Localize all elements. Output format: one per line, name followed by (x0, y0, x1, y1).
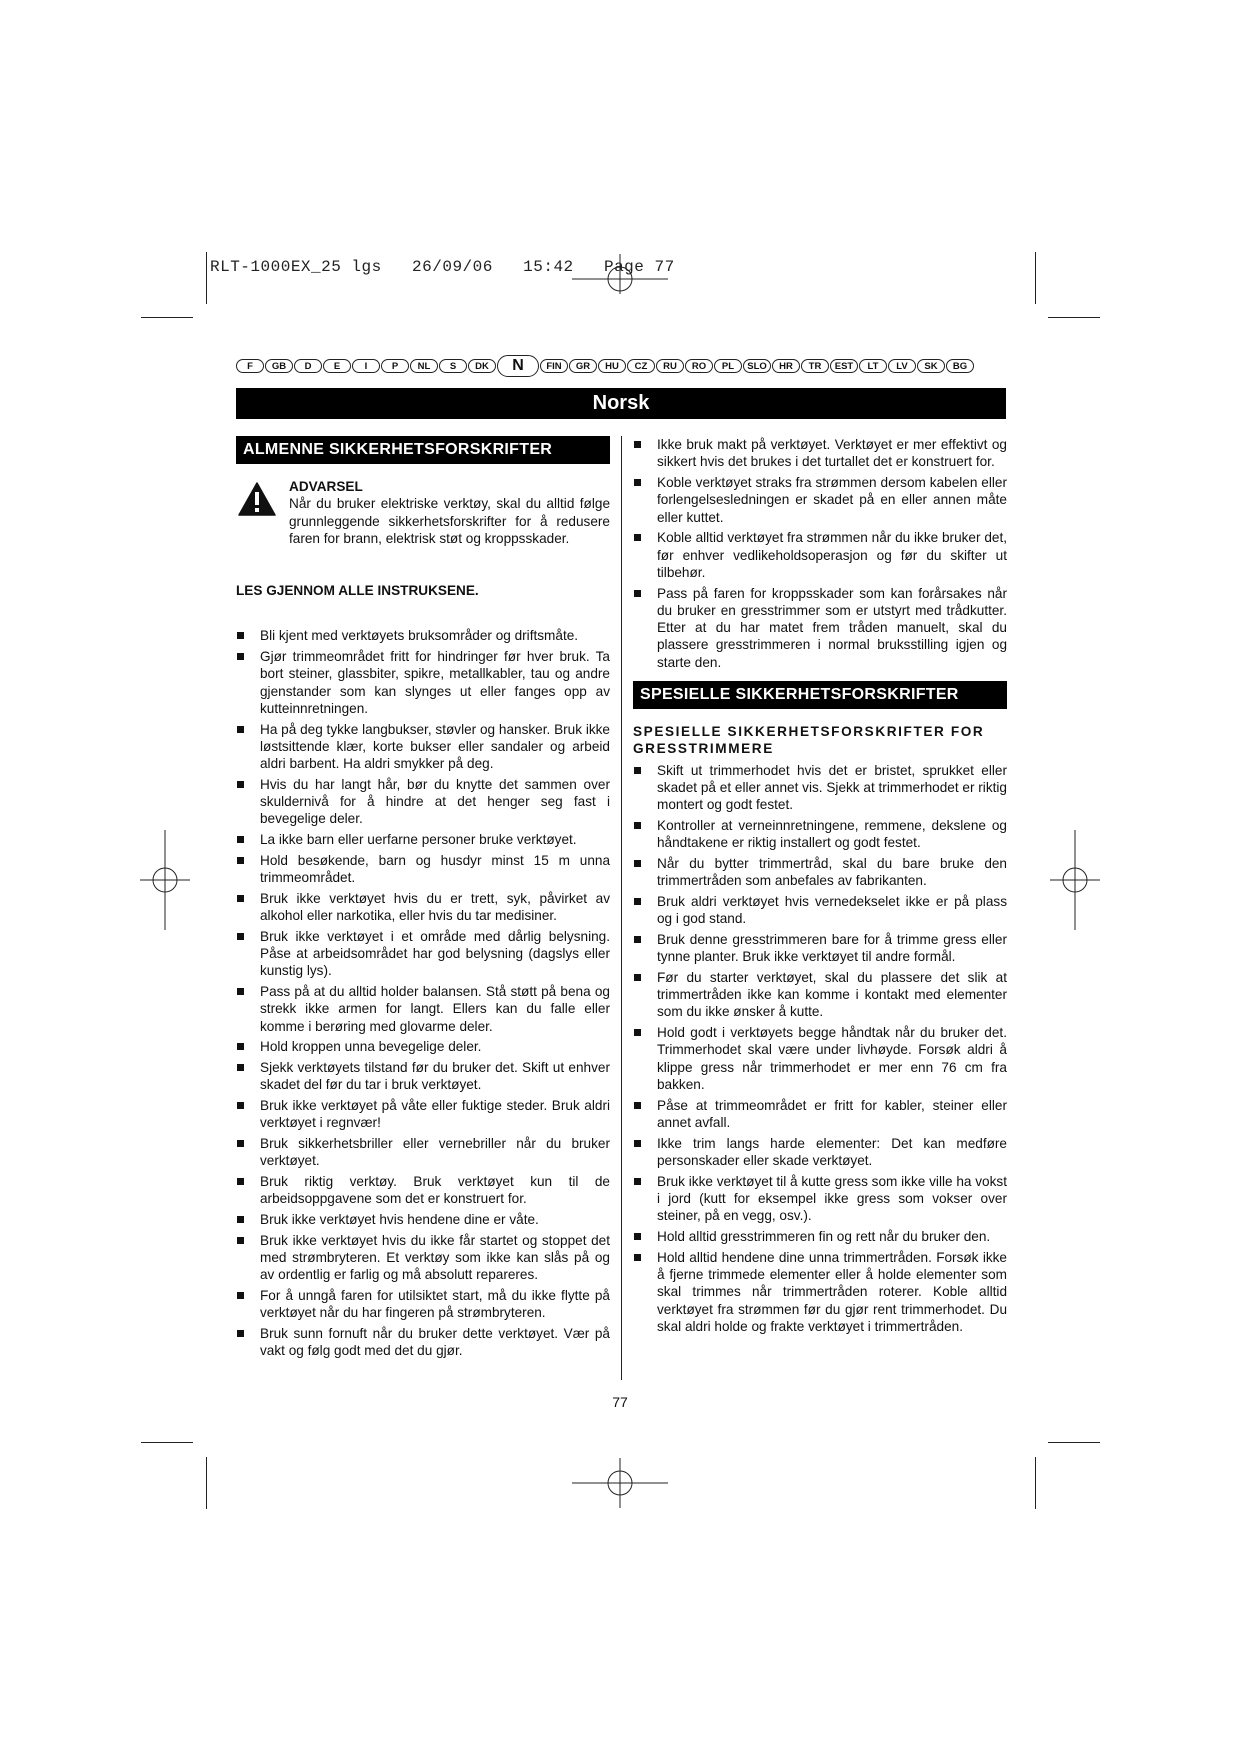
list-item (633, 529, 1007, 581)
language-tab-slo[interactable]: SLO (743, 359, 771, 373)
bullet-square-icon (237, 1237, 244, 1244)
crop-mark-bl-v (206, 1457, 207, 1509)
left-column (236, 436, 610, 1363)
list-item-text: Bruk sikkerhetsbriller eller vernebriller når du bruker verktøyet. (260, 1136, 610, 1169)
trimmer-rules-list (633, 762, 1007, 1336)
list-item-text: Når du bytter trimmertråd, skal du bare bruke den trimmertråden som anbefales av fabrikanten. (657, 855, 1007, 889)
list-item (236, 852, 610, 887)
list-item-text: Sjekk verktøyets tilstand før du bruker det. Skift ut enhver skadet del før du tar i bruk verktøyet. (260, 1060, 610, 1093)
language-tab-pl[interactable]: PL (714, 359, 742, 373)
list-item (633, 1173, 1007, 1225)
crop-mark-br-h (1048, 1442, 1100, 1443)
list-item-text: Bruk ikke verktøyet hvis du er trett, syk, påvirket av alkohol eller narkotika, eller hvis du tar medisiner. (260, 890, 610, 924)
bullet-square-icon (634, 1102, 641, 1109)
list-item (633, 931, 1007, 966)
list-item (236, 776, 610, 828)
bullet-square-icon (237, 1043, 244, 1050)
bullet-square-icon (237, 933, 244, 940)
bullet-square-icon (237, 1178, 244, 1185)
language-tab-i[interactable]: I (352, 359, 380, 373)
bullet-square-icon (634, 898, 641, 905)
list-item (236, 1059, 610, 1094)
list-item-text: Bruk denne gresstrimmeren bare for å trimme gress eller tynne planter. Bruk ikke verktøyet til andre formål. (657, 931, 1007, 965)
crop-mark-bl-h (141, 1442, 193, 1443)
warning-block (236, 478, 610, 568)
list-item (236, 1038, 610, 1055)
language-tab-nl[interactable]: NL (410, 359, 438, 373)
list-item-text: Bruk ikke verktøyet hvis hendene dine er våte. (260, 1211, 539, 1227)
crop-mark-tr-v (1035, 252, 1036, 304)
language-tab-lv[interactable]: LV (888, 359, 916, 373)
language-tab-sk[interactable]: SK (917, 359, 945, 373)
list-item-text: Ikke bruk makt på verktøyet. Verktøyet er mer effektivt og sikkert hvis det brukes i det turtallet det er konstruert for. (657, 437, 1007, 470)
language-tab-e[interactable]: E (323, 359, 351, 373)
list-item (236, 928, 610, 980)
list-item (236, 1173, 610, 1208)
list-item-text: Bruk ikke verktøyet i et område med dårlig belysning. Påse at arbeidsområdet har god belysning (dagslys eller kunstig lys). (260, 928, 610, 979)
language-tab-n[interactable]: N (497, 355, 539, 377)
language-tab-ru[interactable]: RU (656, 359, 684, 373)
bullet-square-icon (634, 441, 641, 448)
bullet-square-icon (237, 895, 244, 902)
list-item (633, 1135, 1007, 1170)
list-item-text: Bruk ikke verktøyet på våte eller fuktige steder. Bruk aldri verktøyet i regnvær! (260, 1098, 610, 1131)
list-item (236, 1211, 610, 1228)
bullet-square-icon (237, 781, 244, 788)
bullet-square-icon (237, 836, 244, 843)
bullet-square-icon (634, 1029, 641, 1036)
list-item (236, 1097, 610, 1132)
section-heading-special: SPESIELLE SIKKERHETSFORSKRIFTER (633, 681, 1007, 709)
bullet-square-icon (634, 1140, 641, 1147)
list-item-text: Hvis du har langt hår, bør du knytte det sammen over skuldernivå for å hindre at det henger seg fast i bevegelige deler. (260, 776, 610, 827)
list-item-text: Hold besøkende, barn og husdyr minst 15 m unna trimmeområdet. (260, 852, 610, 886)
list-item-text: Gjør trimmeområdet fritt for hindringer før hver bruk. Ta bort steiner, glassbiter, spikre, metallkabler, tau og andre gjenstander som kan slynges ut eller fanges opp av kutteinnretningen. (260, 648, 610, 716)
bullet-square-icon (634, 1233, 641, 1240)
language-tab-cz[interactable]: CZ (627, 359, 655, 373)
list-item-text: Påse at trimmeområdet er fritt for kabler, steiner eller annet avfall. (657, 1097, 1007, 1130)
page-number: 77 (612, 1394, 628, 1410)
bullet-square-icon (237, 1292, 244, 1299)
bullet-square-icon (634, 936, 641, 943)
warning-title: ADVARSEL (289, 479, 363, 494)
list-item-text: Bruk ikke verktøyet til å kutte gress som ikke ville ha vokst i jord (kutt for eksempel ikke gress som vokser over steiner, på en vegg, osv.). (657, 1173, 1007, 1224)
list-item (633, 762, 1007, 814)
section-heading-general: ALMENNE SIKKERHETSFORSKRIFTER (236, 436, 610, 464)
list-item-text: Ha på deg tykke langbukser, støvler og hansker. Bruk ikke løstsittende klær, korte bukser eller sandaler og arbeid aldri barbent. Ha aldri smykker på deg. (260, 721, 610, 772)
print-slug: RLT-1000EX_25 lgs 26/09/06 15:42 Page 77 (210, 258, 675, 276)
language-tab-est[interactable]: EST (830, 359, 858, 373)
bullet-square-icon (634, 822, 641, 829)
bullet-square-icon (237, 726, 244, 733)
list-item (236, 1232, 610, 1284)
warning-triangle-icon (238, 482, 276, 516)
crop-mark-tr-h (1048, 317, 1100, 318)
bullet-square-icon (237, 1140, 244, 1147)
bullet-square-icon (237, 1216, 244, 1223)
language-tab-bg[interactable]: BG (946, 359, 974, 373)
crop-mark-tl-v (206, 252, 207, 304)
list-item (236, 831, 610, 848)
general-rules-list (236, 627, 610, 1359)
list-item (633, 436, 1007, 471)
registration-mark-left-icon (140, 830, 190, 930)
list-item-text: Hold kroppen unna bevegelige deler. (260, 1039, 482, 1055)
list-item (236, 983, 610, 1035)
list-item-text: Bruk sunn fornuft når du bruker dette verktøyet. Vær på vakt og følg godt med det du gjør. (260, 1325, 610, 1359)
column-divider (621, 436, 622, 1380)
registration-mark-right-icon (1050, 830, 1100, 930)
bullet-square-icon (634, 1178, 641, 1185)
language-tab-hr[interactable]: HR (772, 359, 800, 373)
list-item-text: Bruk aldri verktøyet hvis vernedekselet ikke er på plass og i god stand. (657, 893, 1007, 927)
language-tab-s[interactable]: S (439, 359, 467, 373)
language-tab-ro[interactable]: RO (685, 359, 713, 373)
list-item (633, 969, 1007, 1021)
list-item (236, 1325, 610, 1360)
list-item-text: Hold alltid hendene dine unna trimmertråden. Forsøk ikke å fjerne trimmede elementer eller å holde elementer som skal trimmes når trimmertråden roterer. Koble alltid verktøyet fra strømmen før du gjør rent trimmerhodet. Du skal aldri holde og frakte verktøyet i trimmertråden. (657, 1249, 1007, 1334)
list-item (633, 893, 1007, 928)
list-item (236, 627, 610, 644)
language-tab-lt[interactable]: LT (859, 359, 887, 373)
list-item-text: Pass på faren for kroppsskader som kan forårsakes når du bruker en gresstrimmer som er utstyrt med trådkutter. Etter at du har matet frem tråden manuelt, skal du plassere gresstrimmeren i normal bruksstilling igjen og starte den. (657, 585, 1007, 670)
crop-mark-br-v (1035, 1457, 1036, 1509)
list-item (633, 1097, 1007, 1132)
bullet-square-icon (237, 988, 244, 995)
list-item (633, 1249, 1007, 1335)
list-item (236, 1135, 610, 1170)
registration-mark-bottom-icon (572, 1458, 668, 1508)
bullet-square-icon (237, 1064, 244, 1071)
bullet-square-icon (634, 590, 641, 597)
language-tab-tr[interactable]: TR (801, 359, 829, 373)
list-item (236, 890, 610, 925)
list-item-text: Ikke trim langs harde elementer: Det kan medføre personskader eller skade verktøyet. (657, 1135, 1007, 1168)
list-item-text: Pass på at du alltid holder balansen. Stå støtt på bena og strekk ikke armen for langt. Ellers kan du falle eller komme i berøring med glovarme deler. (260, 984, 610, 1034)
list-item-text: Hold alltid gresstrimmeren fin og rett når du bruker den. (657, 1228, 991, 1244)
list-item-text: For å unngå faren for utilsiktet start, må du ikke flytte på verktøyet når du har fingeren på strømbryteren. (260, 1287, 610, 1321)
general-rules-list-continued (633, 436, 1007, 671)
language-bar (236, 355, 1006, 377)
subheading-trimmers: SPESIELLE SIKKERHETSFORSKRIFTER FOR GRESSTRIMMERE (633, 724, 985, 757)
list-item (633, 1228, 1007, 1245)
language-tab-d[interactable]: D (294, 359, 322, 373)
language-tab-hu[interactable]: HU (598, 359, 626, 373)
list-item-text: Koble verktøyet straks fra strømmen dersom kabelen eller forlengelsesledningen er skadet på en eller annen måte eller kuttet. (657, 474, 1007, 525)
read-all-instructions: LES GJENNOM ALLE INSTRUKSENE. (236, 583, 479, 598)
list-item-text: Hold godt i verktøyets begge håndtak når du bruker det. Trimmerhodet skal være under livhøyde. Forsøk aldri å klippe gress når trimmerhodet er mer enn 76 cm fra bakken. (657, 1025, 1007, 1093)
bullet-square-icon (237, 857, 244, 864)
bullet-square-icon (634, 1254, 641, 1261)
bullet-square-icon (237, 1102, 244, 1109)
warning-text: Når du bruker elektriske verktøy, skal du alltid følge grunnleggende sikkerhetsforskrifter for å redusere faren for brann, elektrisk støt og kroppsskader. (289, 496, 610, 546)
bullet-square-icon (634, 767, 641, 774)
language-tab-f[interactable]: F (236, 359, 264, 373)
list-item-text: Bruk ikke verktøyet hvis du ikke får startet og stoppet det med strømbryteren. Et verktøy som ikke kan slås på og av ordentlig er farlig og må absolutt repareres. (260, 1232, 610, 1283)
page-title: Norsk (236, 388, 1006, 419)
list-item-text: Før du starter verktøyet, skal du plassere det slik at trimmertråden ikke kan komme i kontakt med elementer som du ikke ønsker å kutte. (657, 969, 1007, 1020)
registration-mark-top-icon (572, 254, 668, 294)
language-tab-fin[interactable]: FIN (540, 359, 568, 373)
list-item-text: Bruk riktig verktøy. Bruk verktøyet kun til de arbeidsoppgavene som det er konstruert for. (260, 1173, 610, 1207)
language-tab-gb[interactable]: GB (265, 359, 293, 373)
bullet-square-icon (634, 860, 641, 867)
bullet-square-icon (237, 1330, 244, 1337)
bullet-square-icon (237, 632, 244, 639)
list-item (633, 817, 1007, 852)
language-tab-p[interactable]: P (381, 359, 409, 373)
crop-mark-tl-h (141, 317, 193, 318)
list-item-text: Skift ut trimmerhodet hvis det er bristet, sprukket eller skadet på et eller annet vis. Sjekk at trimmerhodet er riktig montert og godt festet. (657, 762, 1007, 813)
right-column (633, 436, 1007, 1339)
bullet-square-icon (634, 534, 641, 541)
list-item-text: Kontroller at verneinnretningene, remmene, dekslene og håndtakene er riktig installert og godt festet. (657, 817, 1007, 851)
language-tab-gr[interactable]: GR (569, 359, 597, 373)
list-item (633, 585, 1007, 671)
bullet-square-icon (634, 479, 641, 486)
list-item-text: Koble alltid verktøyet fra strømmen når du ikke bruker det, før enhver vedlikeholdsoperasjon og før du skifter ut tilbehør. (657, 530, 1007, 580)
bullet-square-icon (237, 653, 244, 660)
list-item (236, 721, 610, 773)
bullet-square-icon (634, 974, 641, 981)
list-item (633, 855, 1007, 890)
list-item (633, 474, 1007, 526)
language-tab-dk[interactable]: DK (468, 359, 496, 373)
list-item (236, 648, 610, 717)
list-item-text: Bli kjent med verktøyets bruksområder og driftsmåte. (260, 628, 579, 644)
list-item (633, 1024, 1007, 1093)
list-item-text: La ikke barn eller uerfarne personer bruke verktøyet. (260, 832, 577, 848)
list-item (236, 1287, 610, 1322)
